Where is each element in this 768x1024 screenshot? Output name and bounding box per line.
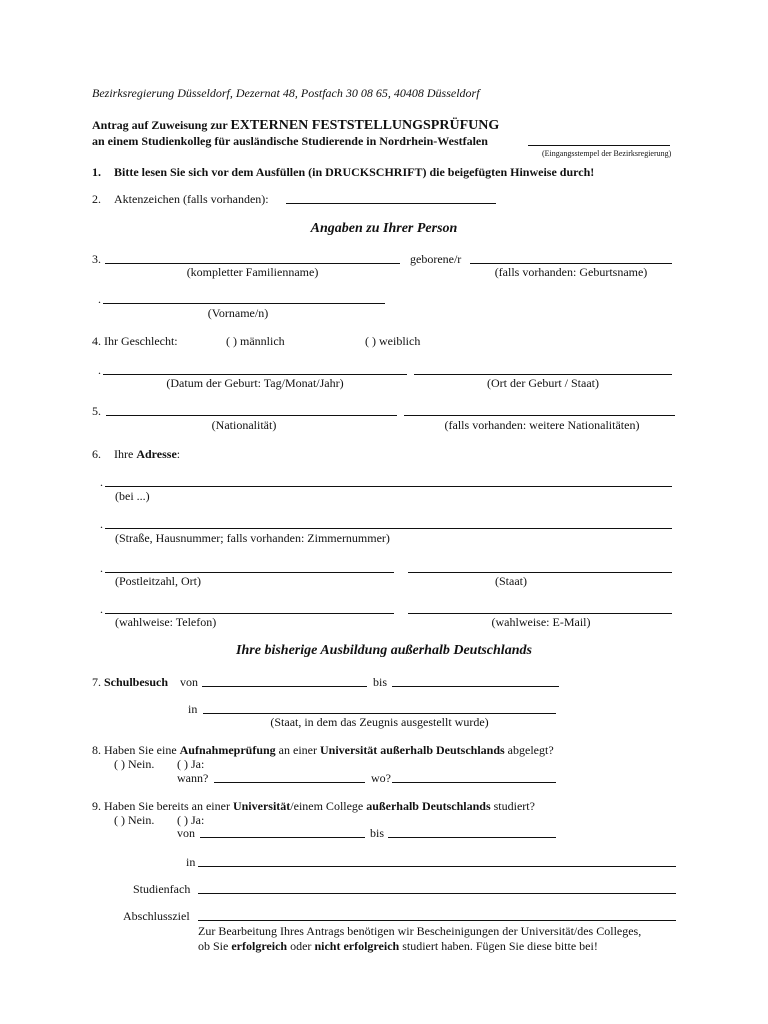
school-to-field[interactable] [392, 686, 559, 687]
dot-marker: . [98, 363, 101, 377]
study-no-option[interactable]: ( ) Nein. [114, 813, 155, 827]
item-2-label: Aktenzeichen (falls vorhanden): [114, 192, 269, 206]
item-4-label: 4. Ihr Geschlecht: [92, 334, 178, 348]
note-b1: erfolgreich [231, 939, 288, 953]
nationality-field[interactable] [106, 415, 397, 416]
geboren-label: geborene/r [410, 252, 462, 266]
study-institution-field[interactable] [198, 866, 676, 867]
item-7-number: 7. [92, 675, 101, 689]
item-8-p1: 8. Haben Sie eine [92, 743, 177, 757]
item-3-number: 3. [92, 252, 101, 266]
caption-nationality: (Nationalität) [211, 418, 277, 432]
caption-birth-date: (Datum der Geburt: Tag/Monat/Jahr) [166, 376, 344, 390]
caption-street: (Straße, Hausnummer; falls vorhanden: Zimmernummer) [115, 531, 390, 545]
study-from-field[interactable] [200, 837, 365, 838]
address-postal-field[interactable] [105, 572, 394, 573]
item-9-abschlussziel: Abschlussziel [123, 909, 190, 923]
dot-marker: . [100, 602, 103, 616]
gender-male-option[interactable]: ( ) männlich [226, 334, 285, 348]
birth-date-field[interactable] [103, 374, 407, 375]
study-subject-field[interactable] [198, 893, 676, 894]
dot-marker: . [100, 561, 103, 575]
item-7-label [92, 675, 168, 689]
item-1-number: 1. [92, 165, 101, 179]
other-nationality-field[interactable] [404, 415, 675, 416]
item-7-in: in [188, 702, 198, 716]
birth-place-field[interactable] [414, 374, 672, 375]
item-8-b1: Aufnahmeprüfung [179, 743, 276, 757]
item-8-wann: wann? [177, 771, 209, 785]
item-9-in: in [186, 855, 196, 869]
item-6-number: 6. [92, 447, 101, 461]
item-9-p2: /einem College [290, 799, 364, 813]
email-field[interactable] [408, 613, 672, 614]
exam-where-field[interactable] [392, 782, 556, 783]
dot-marker: . [100, 475, 103, 489]
school-from-field[interactable] [202, 686, 367, 687]
item-9-p1: 9. Haben Sie bereits an einer [92, 799, 230, 813]
stamp-label: (Eingangsstempel der Bezirksregierung) [542, 149, 672, 158]
birth-name-field[interactable] [470, 263, 672, 264]
caption-phone: (wahlweise: Telefon) [115, 615, 217, 629]
item-9-studienfach: Studienfach [133, 882, 191, 896]
certificate-note-line-1: Zur Bearbeitung Ihres Antrags benötigen wir Bescheinigungen der Universität/des Colleges, [198, 924, 642, 938]
address-label-bold: Adresse [136, 447, 177, 461]
address-street-field[interactable] [105, 528, 672, 529]
certificate-note-line-2 [198, 939, 598, 953]
dot-marker: . [100, 517, 103, 531]
item-9-bis: bis [370, 826, 385, 840]
item-9-question [92, 799, 535, 813]
caption-birth-name: (falls vorhanden: Geburtsname) [494, 265, 648, 279]
caption-postal: (Postleitzahl, Ort) [115, 574, 201, 588]
item-7-von: von [180, 675, 198, 689]
item-9-b2: außerhalb Deutschlands [366, 799, 491, 813]
caption-state: (Staat) [495, 574, 527, 588]
item-5-number: 5. [92, 404, 101, 418]
address-care-of-field[interactable] [105, 486, 672, 487]
section-heading-person: Angaben zu Ihrer Person [310, 221, 458, 236]
item-2-number: 2. [92, 192, 101, 206]
note-b2: nicht erfolgreich [314, 939, 400, 953]
item-1-instruction: Bitte lesen Sie sich vor dem Ausfüllen (in DRUCKSCHRIFT) die beigefügten Hinweise durch! [114, 165, 595, 179]
item-9-p3: studiert? [493, 799, 535, 813]
address-label-suffix: : [176, 447, 181, 461]
caption-school-state: (Staat, in dem das Zeugnis ausgestellt wurde) [270, 715, 489, 729]
item-7-bold: Schulbesuch [104, 675, 169, 689]
title-prefix: Antrag auf Zuweisung zur [92, 118, 228, 132]
study-yes-option[interactable]: ( ) Ja: [177, 813, 205, 827]
note-p2: oder [290, 939, 312, 953]
phone-field[interactable] [105, 613, 394, 614]
study-degree-field[interactable] [198, 920, 676, 921]
note-p3: studiert haben. Fügen Sie diese bitte bei! [402, 939, 598, 953]
item-8-b2: Universität außerhalb Deutschlands [319, 743, 505, 757]
school-state-field[interactable] [203, 713, 556, 714]
title-main: EXTERNEN FESTSTELLUNGSPRÜFUNG [230, 118, 500, 133]
caption-other-nationality: (falls vorhanden: weitere Nationalitäten) [444, 418, 640, 432]
address-label-prefix: Ihre [114, 447, 134, 461]
item-8-question [92, 743, 554, 757]
caption-email: (wahlweise: E-Mail) [491, 615, 591, 629]
item-9-b1: Universität [232, 799, 291, 813]
authority-address: Bezirksregierung Düsseldorf, Dezernat 48, Postfach 30 08 65, 40408 Düsseldorf [92, 86, 480, 100]
item-8-wo: wo? [371, 771, 391, 785]
form-subtitle: an einem Studienkolleg für ausländische Studierende in Nordrhein-Westfalen [92, 134, 488, 148]
item-9-von: von [177, 826, 195, 840]
family-name-field[interactable] [105, 263, 400, 264]
item-8-p2: an einer [278, 743, 317, 757]
gender-female-option[interactable]: ( ) weiblich [365, 334, 421, 348]
stamp-line [528, 145, 670, 146]
first-name-field[interactable] [103, 303, 385, 304]
caption-family-name: (kompletter Familienname) [186, 265, 319, 279]
study-to-field[interactable] [388, 837, 556, 838]
section-heading-education: Ihre bisherige Ausbildung außerhalb Deutschlands [236, 643, 532, 658]
address-state-field[interactable] [408, 572, 672, 573]
caption-birth-place: (Ort der Geburt / Staat) [487, 376, 599, 390]
note-p1: ob Sie [198, 939, 229, 953]
file-number-field[interactable] [286, 203, 496, 204]
form-title [92, 118, 499, 133]
caption-first-name: (Vorname/n) [207, 306, 269, 320]
item-8-p3: abgelegt? [507, 743, 554, 757]
caption-care-of: (bei ...) [115, 489, 150, 503]
exam-no-option[interactable]: ( ) Nein. [114, 757, 155, 771]
exam-when-field[interactable] [214, 782, 365, 783]
item-6-label [114, 447, 180, 461]
exam-yes-option[interactable]: ( ) Ja: [177, 757, 205, 771]
item-7-bis: bis [373, 675, 388, 689]
dot-marker: . [98, 292, 101, 306]
